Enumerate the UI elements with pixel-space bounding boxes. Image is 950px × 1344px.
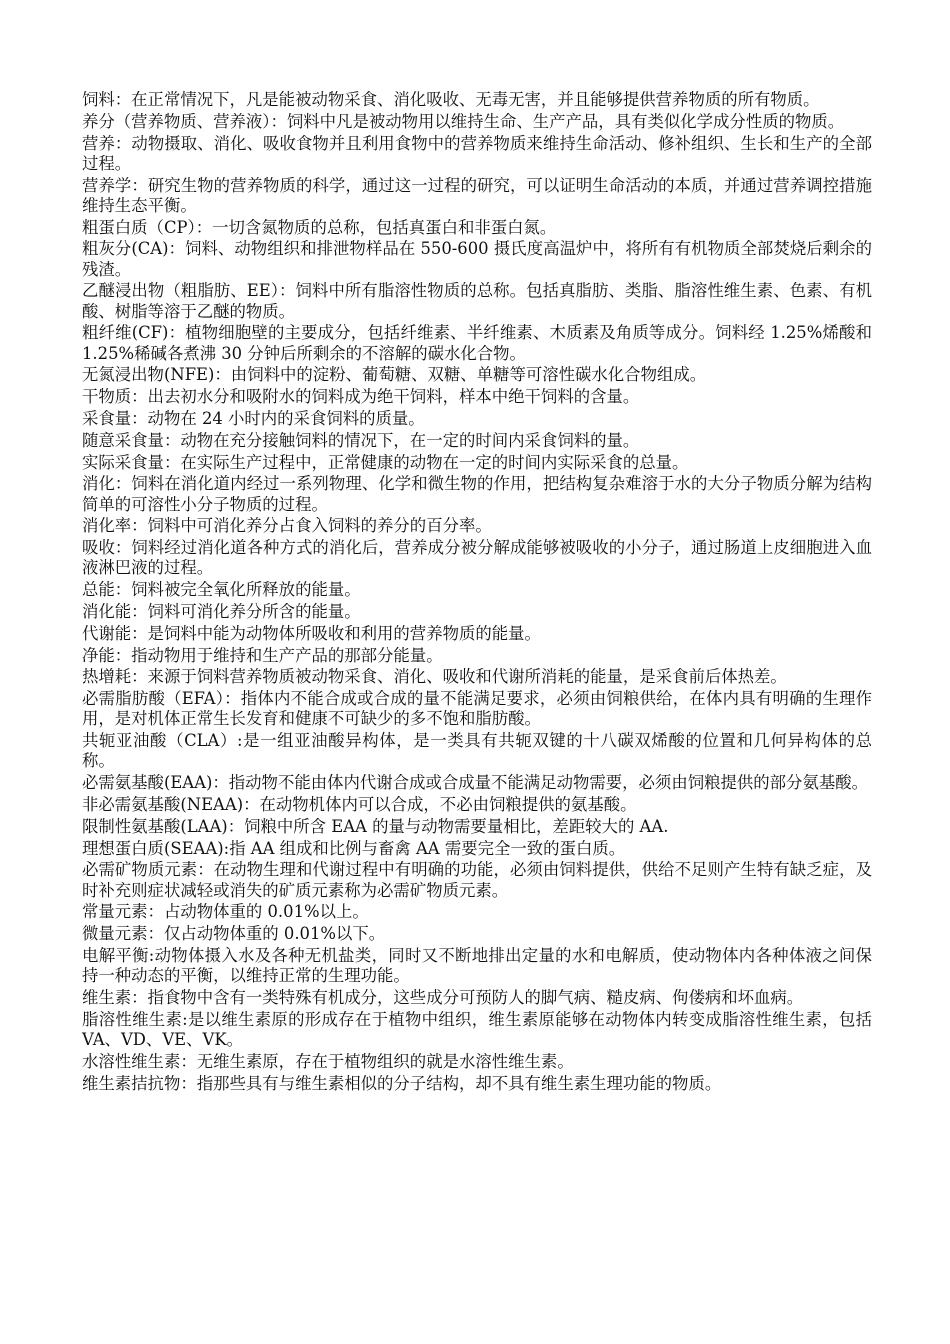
definition-entry: 电解平衡:动物体摄入水及各种无机盐类，同时又不断地排出定量的水和电解质，使动物体内各种体液之间保持一种动态的平衡，以维持正常的生理功能。: [82, 945, 872, 986]
definition-entry: 消化率：饲料中可消化养分占食入饲料的养分的百分率。: [82, 516, 492, 536]
definition-entry: 必需脂肪酸（EFA）：指体内不能合成或合成的量不能满足要求，必须由饲粮供给，在体内具有明确的生理作用，是对机体正常生长发育和健康不可缺少的多不饱和脂肪酸。: [82, 689, 872, 729]
definition-entry: 限制性氨基酸(LAA)：饲粮中所含 EAA 的量与动物需要量相比，差距较大的 AA.: [82, 816, 669, 836]
definition-entry: 饲料：在正常情况下，凡是能被动物采食、消化吸收、无毒无害，并且能够提供营养物质的所有物质。: [82, 90, 820, 109]
definition-entry: 热增耗：来源于饲料营养物质被动物采食、消化、吸收和代谢所消耗的能量，是采食前后体热差。: [82, 667, 787, 687]
definition-entry: 必需矿物质元素：在动物生理和代谢过程中有明确的功能，必须由饲料提供，供给不足则产生特有缺乏症，及时补充则症状减轻或消失的矿质元素称为必需矿物质元素。: [82, 860, 872, 900]
definition-entry: 粗纤维(CF)：植物细胞壁的主要成分，包括纤维素、半纤维素、木质素及角质等成分。饲料经 1.25%烯酸和 1.25%稀碱各煮沸 30 分钟后所剩余的不溶解的碳水化合物。: [82, 323, 872, 363]
definition-entry: 必需氨基酸(EAA)：指动物不能由体内代谢合成或合成量不能满足动物需要，必须由饲粮提供的部分氨基酸。: [82, 773, 869, 793]
definition-entry: 吸收：饲料经过消化道各种方式的消化后，营养成分被分解成能够被吸收的小分子，通过肠道上皮细胞进入血液淋巴液的过程。: [82, 538, 872, 578]
definition-entry: 水溶性维生素：无维生素原，存在于植物组织的就是水溶性维生素。: [82, 1051, 574, 1071]
definition-entry: 营养：动物摄取、消化、吸收食物并且利用食物中的营养物质来维持生命活动、修补组织、生长和生产的全部过程。: [82, 133, 872, 173]
definition-entry: 粗灰分(CA)：饲料、动物组织和排泄物样品在 550-600 摄氏度高温炉中，将所有有机物质全部焚烧后剩余的残渣。: [82, 239, 872, 279]
definition-entry: 理想蛋白质(SEAA):指 AA 组成和比例与畜禽 AA 需要完全一致的蛋白质。: [82, 838, 626, 858]
definition-entry: 干物质：出去初水分和吸附水的饲料成为绝干饲料，样本中绝干饲料的含量。: [82, 387, 640, 407]
definition-entry: 维生素：指食物中含有一类特殊有机成分，这些成分可预防人的脚气病、糙皮病、佝偻病和坏血病。: [82, 987, 804, 1007]
definition-entry: 实际采食量：在实际生产过程中，正常健康的动物在一定的时间内实际采食的总量。: [82, 452, 689, 472]
definition-entry: 脂溶性维生素:是以维生素原的形成存在于植物中组织，维生素原能够在动物体内转变成脂溶性维生素，包括 VA、VD、VE、VK。: [82, 1009, 872, 1049]
definition-entry: 养分（营养物质、营养液）：饲料中凡是被动物用以维持生命、生产产品，具有类似化学成分性质的物质。: [82, 111, 845, 131]
definition-entry: 消化能：饲料可消化养分所含的能量。: [82, 601, 361, 621]
definition-entry: 共轭亚油酸（CLA）:是一组亚油酸异构体，是一类具有共轭双键的十八碳双烯酸的位置和几何异构体的总称。: [82, 731, 872, 771]
definition-entry: 非必需氨基酸(NEAA)：在动物机体内可以合成，不必由饲粮提供的氨基酸。: [82, 794, 637, 814]
definition-entry: 代谢能：是饲料中能为动物体所吸收和利用的营养物质的能量。: [82, 623, 541, 643]
definition-entry: 采食量：动物在 24 小时内的采食饲料的质量。: [82, 408, 425, 428]
definition-entry: 无氮浸出物(NFE)：由饲料中的淀粉、葡萄糖、双糖、单糖等可溶性碳水化合物组成。: [82, 365, 707, 385]
document-body: [82, 90, 872, 1095]
definition-entry: 总能：饲料被完全氧化所释放的能量。: [82, 580, 361, 600]
definition-entry: 粗蛋白质（CP）：一切含氮物质的总称，包括真蛋白和非蛋白氮。: [82, 217, 557, 237]
definition-entry: 净能：指动物用于维持和生产产品的那部分能量。: [82, 645, 443, 665]
definition-entry: 微量元素：仅占动物体重的 0.01%以下。: [82, 924, 386, 944]
definition-entry: 营养学：研究生物的营养物质的科学，通过这一过程的研究，可以证明生命活动的本质，并通过营养调控措施维持生态平衡。: [82, 175, 872, 215]
definition-entry: 乙醚浸出物（粗脂肪、EE）：饲料中所有脂溶性物质的总称。包括真脂肪、类脂、脂溶性维生素、色素、有机酸、树脂等溶于乙醚的物质。: [82, 281, 872, 321]
definition-entry: 消化：饲料在消化道内经过一系列物理、化学和微生物的作用，把结构复杂难溶于水的大分子物质分解为结构简单的可溶性小分子物质的过程。: [82, 474, 872, 514]
definition-entry: 常量元素：占动物体重的 0.01%以上。: [82, 902, 369, 922]
definition-entry: 维生素拮抗物：指那些具有与维生素相似的分子结构，却不具有维生素生理功能的物质。: [82, 1073, 722, 1093]
definition-entry: 随意采食量：动物在充分接触饲料的情况下，在一定的时间内采食饲料的量。: [82, 430, 640, 450]
